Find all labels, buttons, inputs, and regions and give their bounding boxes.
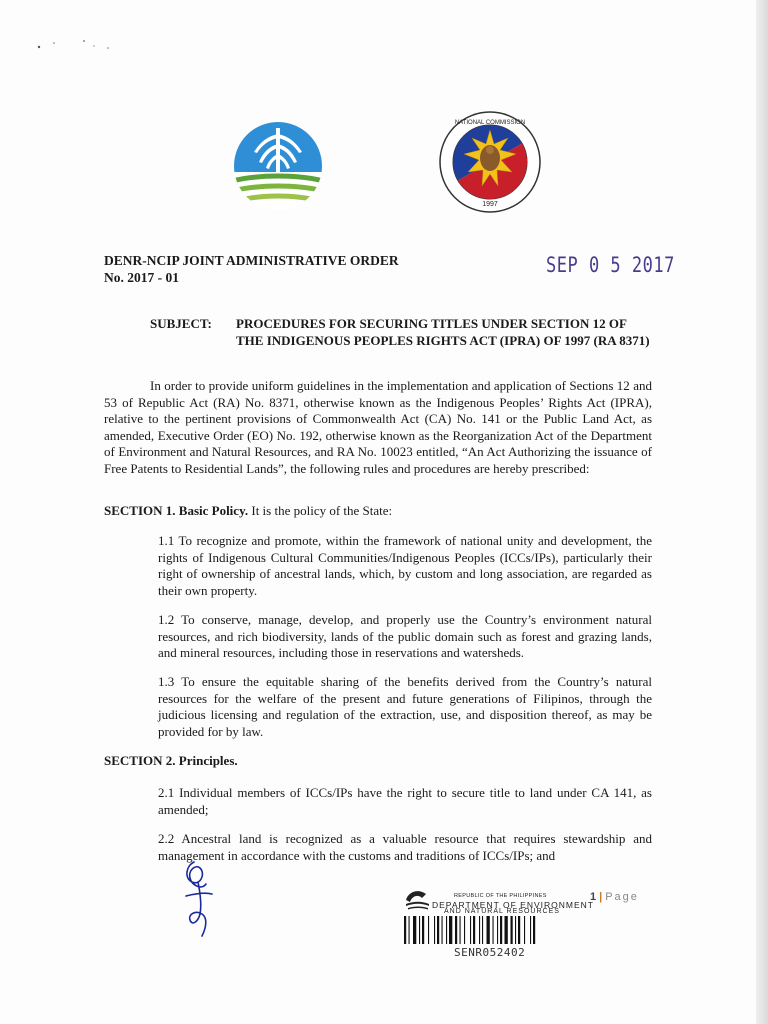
page-number-value: 1 — [590, 891, 597, 903]
barcode-bar — [473, 916, 475, 944]
denr-stamp-logo-icon — [404, 888, 430, 910]
barcode-number: SENR052402 — [454, 946, 526, 959]
section-1-title: SECTION 1. Basic Policy. — [104, 503, 249, 518]
ncip-seal — [438, 110, 542, 214]
subject-text: PROCEDURES FOR SECURING TITLES UNDER SECTION 12 OF THE INDIGENOUS PEOPLES RIGHTS ACT (IPRA) OF 1997 (RA 8371) — [236, 316, 650, 348]
barcode-bar — [497, 916, 498, 944]
date-stamp: SEP 0 5 2017 — [546, 253, 675, 278]
subject-label: SUBJECT: — [150, 316, 212, 331]
barcode-bar — [428, 916, 429, 944]
barcode-bar — [464, 916, 465, 944]
barcode-bar — [409, 916, 410, 944]
barcode-bar — [434, 916, 435, 944]
stamp-line-3: AND NATURAL RESOURCES — [444, 908, 560, 915]
stamp-line-1: REPUBLIC OF THE PHILIPPINES — [454, 893, 547, 899]
barcode-bar — [449, 916, 452, 944]
barcode-bar — [413, 916, 416, 944]
scan-specks — [36, 38, 126, 52]
barcode-bar — [419, 916, 420, 944]
order-title-line2: No. 2017 - 01 — [104, 270, 179, 285]
denr-records-stamp — [402, 886, 594, 962]
section-1-item-1: 1.1 To recognize and promote, within the framework of national unity and development, the rights of Indigenous Cultural Communities/Indigenous Peoples (ICCs/IPs), particularly their right of ownership of ancestral lands, which, by custom and long association, are regarded as their own property. — [158, 533, 652, 598]
barcode-bar — [524, 916, 525, 944]
barcode-bar — [460, 916, 461, 944]
barcode-bar — [533, 916, 535, 944]
barcode-bar — [437, 916, 439, 944]
barcode-bar — [505, 916, 508, 944]
barcode-bar — [442, 916, 443, 944]
section-2-item-2: 2.2 Ancestral land is recognized as a valuable resource that requires stewardship and management in accordance with the customs and traditions of ICCs/IPs; and — [158, 831, 652, 863]
barcode-bar — [446, 916, 447, 944]
barcode-bar — [422, 916, 424, 944]
barcode-bar — [515, 916, 516, 944]
section-1-item-2: 1.2 To conserve, manage, develop, and properly use the Country’s environment natural resources, and rich biodiversity, lands of the public domain such as forest and grazing lands, and mineral resources, including those in reservations and watersheds. — [158, 612, 652, 660]
page-word: Page — [605, 891, 639, 903]
denr-logo — [230, 120, 326, 212]
order-title — [104, 252, 504, 286]
section-2-heading — [104, 752, 238, 769]
barcode-bar — [500, 916, 502, 944]
ncip-seal-year: 1997 — [482, 201, 498, 208]
stamp-line-2: DEPARTMENT OF ENVIRONMENT — [432, 900, 594, 910]
barcode-bar — [482, 916, 483, 944]
barcode-bar — [530, 916, 531, 944]
barcode-bar — [487, 916, 490, 944]
page-number-separator: | — [599, 891, 603, 903]
section-2-item-1: 2.1 Individual members of ICCs/IPs have the right to secure title to land under CA 141, as amended; — [158, 785, 652, 817]
order-title-line1: DENR-NCIP JOINT ADMINISTRATIVE ORDER — [104, 253, 399, 268]
intro-paragraph: In order to provide uniform guidelines in the implementation and application of Sections 12 and 53 of Republic Act (RA) No. 8371, otherwise known as the Indigenous Peoples’ Rights Act (IPRA), relative to the pertinent provisions of Commonwealth Act (CA) No. 141 or the Public Land Act, as amended, Executive Order (EO) No. 192, otherwise known as the Reorganization Act of the Department of Environment and Natural Resources, and RA No. 10023 entitled, “An Act Authorizing the issuance of Free Patents to Residential Lands”, the following rules and procedures are hereby prescribed: — [104, 378, 652, 476]
section-1-item-3: 1.3 To ensure the equitable sharing of the benefits derived from the Country’s natural resources for the welfare of the present and future generations of Filipinos, through the judicious licensing and regulation of the extraction, use, and disposition thereof, as may be provided for by law. — [158, 674, 652, 739]
barcode-bar — [470, 916, 471, 944]
barcode — [404, 916, 578, 944]
barcode-bar — [511, 916, 513, 944]
barcode-bar — [404, 916, 406, 944]
svg-text:NATIONAL COMMISSION: NATIONAL COMMISSION — [454, 120, 526, 126]
barcode-bar — [455, 916, 457, 944]
page-number — [590, 891, 639, 903]
page-edge — [756, 0, 768, 1024]
section-2-title: SECTION 2. Principles. — [104, 753, 238, 768]
barcode-bar — [479, 916, 480, 944]
section-1-heading — [104, 502, 392, 519]
signature — [176, 856, 226, 940]
barcode-bar — [493, 916, 494, 944]
barcode-bar — [518, 916, 520, 944]
section-1-lead: It is the policy of the State: — [248, 503, 393, 518]
